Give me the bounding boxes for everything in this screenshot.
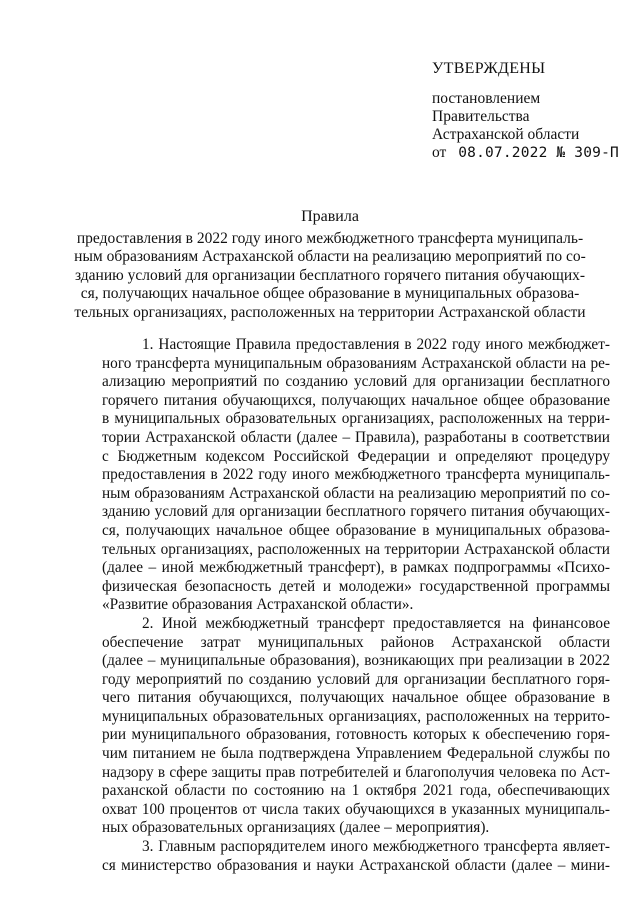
paragraph-line: охват 100 процентов от числа таких обучающихся в указанных муниципаль-	[102, 800, 610, 818]
paragraph-line: зданию условий для организации бесплатного горячего питания обучающих-	[102, 503, 610, 521]
paragraph-line: (далее – иной межбюджетный трансферт), в рамках подпрограммы «Психо-	[102, 559, 610, 577]
paragraph-line: ного трансферта муниципальным образованиям Астраханской области на ре-	[102, 354, 610, 372]
title-line: ным образованиям Астраханской области на реализацию мероприятий по со-	[74, 248, 586, 265]
document-body	[102, 336, 610, 875]
paragraph-line: горячего питания обучающихся, получающих начальное общее образование	[102, 391, 610, 409]
paragraph-line: чего питания обучающихся, получающих начальное общее образование в	[102, 689, 610, 707]
paragraph-line: 1. Настоящие Правила предоставления в 2022 году иного межбюджет-	[142, 336, 610, 353]
paragraph-2	[102, 615, 610, 838]
paragraph-line: ся министерство образования и науки Астраханской области (далее – мини-	[102, 856, 610, 874]
paragraph-line: ным образованиям Астраханской области на реализацию мероприятий по со-	[102, 484, 610, 502]
approval-line-1: постановлением	[432, 90, 541, 107]
approval-block	[432, 60, 632, 162]
paragraph-line: рии муниципального образования, готовность которых к обеспечению горя-	[102, 726, 610, 744]
paragraph-line: ализацию мероприятий по созданию условий для организации бесплатного	[102, 373, 610, 391]
paragraph-line: 2. Иной межбюджетный трансферт предоставляется на финансовое	[142, 614, 610, 632]
title-word: Правила	[301, 208, 359, 225]
paragraph-line: (далее – муниципальные образования), возникающих при реализации в 2022	[102, 652, 610, 670]
approval-line-2: Правительства	[432, 108, 530, 125]
paragraph-1	[102, 336, 610, 615]
paragraph-line: тории Астраханской области (далее – Правила), разработаны в соответствии	[102, 428, 610, 446]
title-line: тельных организациях, расположенных на территории Астраханской области	[74, 303, 586, 321]
paragraph-line: в муниципальных образовательных организациях, расположенных на терри-	[102, 410, 610, 428]
paragraph-line: 3. Главным распорядителем иного межбюджетного трансферта являет-	[142, 838, 610, 856]
approval-line-3: Астраханской области	[432, 126, 580, 143]
paragraph-line: ся, получающих начальное общее образование в муниципальных образова-	[102, 521, 610, 539]
paragraph-line: физическая безопасность детей и молодежи» государственной программы	[102, 577, 610, 595]
approval-date-stamp: 08.07.2022 № 309-П	[458, 145, 619, 161]
paragraph-line: муниципальных образовательных организациях, расположенных на террито-	[102, 707, 610, 725]
paragraph-line: ных образовательных организациях (далее – мероприятия).	[102, 819, 490, 837]
paragraph-line: обеспечение затрат муниципальных районов Астраханской области	[102, 633, 610, 651]
title-line: предоставления в 2022 году иного межбюджетного трансферта муниципаль-	[76, 229, 584, 247]
paragraph-line: раханской области по состоянию на 1 октября 2021 года, обеспечивающих	[102, 782, 610, 800]
approval-heading: УТВЕРЖДЕНЫ	[432, 60, 546, 77]
paragraph-line: тельных организациях, расположенных на территории Астраханской области	[102, 540, 610, 558]
paragraph-line: году мероприятий по созданию условий для организации бесплатного горя-	[102, 670, 610, 688]
paragraph-line: предоставления в 2022 году иного межбюджетного трансферта муниципаль-	[102, 466, 610, 484]
approval-date-line	[432, 144, 632, 162]
paragraph-line: надзору в сфере защиты прав потребителей и благополучия человека по Аст-	[102, 763, 610, 781]
paragraph-line: с Бюджетным кодексом Российской Федерации и определяют процедуру	[102, 447, 610, 465]
approval-date-prefix: от	[432, 144, 447, 161]
paragraph-line: «Развитие образования Астраханской области».	[102, 596, 414, 614]
title-line: зданию условий для организации бесплатного горячего питания обучающих-	[74, 266, 586, 284]
paragraph-line: чим питанием не была подтверждена Управлением Федеральной службы по	[102, 745, 610, 763]
document-title	[60, 208, 600, 322]
paragraph-3	[102, 838, 610, 875]
title-line: ся, получающих начальное общее образование в муниципальных образова-	[80, 285, 580, 302]
